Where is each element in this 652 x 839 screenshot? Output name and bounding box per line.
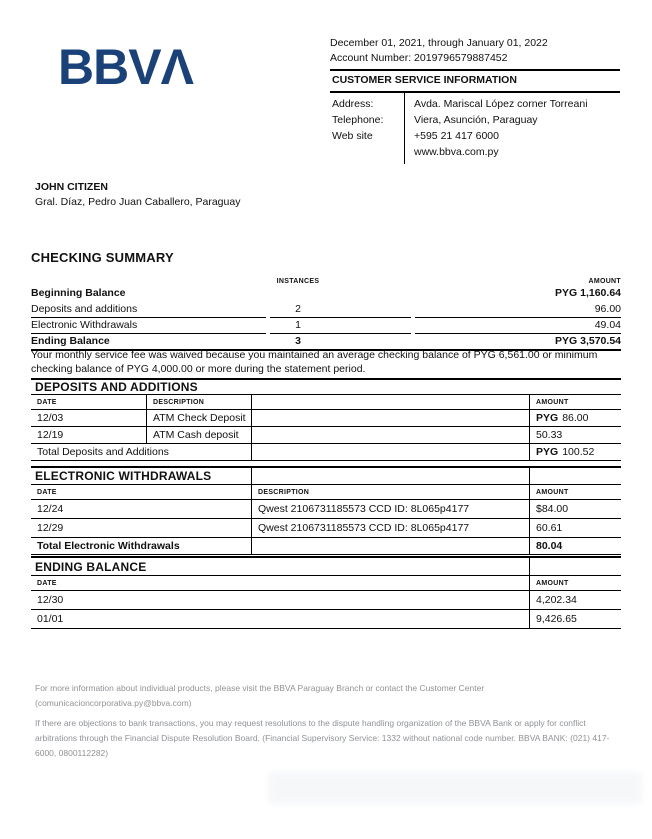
withdrawals-total-amount: 80.04 (529, 538, 621, 554)
contact-address-line1: Avda. Mariscal López corner Torreani (414, 98, 588, 110)
withdrawals-row-1 (31, 500, 621, 519)
summary-row-beginning-balance (31, 285, 621, 301)
ending-balance-title-row (31, 556, 621, 576)
amount-column-header: AMOUNT (529, 576, 621, 590)
deposits-column-header-row (31, 395, 621, 410)
date-column-header: DATE (37, 579, 57, 587)
transaction-date: 12/03 (37, 412, 64, 424)
balance-amount: 9,426.65 (529, 610, 621, 628)
contact-label-website: Web site (332, 130, 373, 142)
footer-info-paragraph: For more information about individual products, please visit the BBVA Paraguay Branch or contact the Customer Center (comunicacioncorporativa.py@bbva.com) (35, 683, 485, 708)
balance-date: 01/01 (37, 613, 64, 625)
withdrawals-table (31, 466, 621, 555)
statement-period: December 01, 2021, through January 01, 2022 (330, 37, 548, 49)
withdrawals-total-label: Total Electronic Withdrawals (37, 540, 180, 552)
summary-row-label: Deposits and additions (31, 301, 266, 318)
deposits-total-label: Total Deposits and Additions (37, 446, 169, 458)
contact-address-line2: Viera, Asunción, Paraguay (414, 114, 538, 126)
account-number-line (330, 51, 620, 66)
withdrawals-title-row (31, 466, 621, 485)
customer-address: Gral. Díaz, Pedro Juan Caballero, Paraguay (35, 196, 241, 208)
transaction-description: Qwest 2106731185573 CCD ID: 8L065p4177 (251, 500, 529, 518)
deposits-table (31, 378, 621, 461)
checking-summary-title: CHECKING SUMMARY (31, 250, 174, 265)
instances-column-header: INSTANCES (276, 278, 320, 285)
summary-row-label: Electronic Withdrawals (31, 317, 266, 334)
transaction-amount: $84.00 (529, 500, 621, 518)
transaction-date: 12/24 (37, 503, 64, 515)
transaction-description: ATM Check Deposit (146, 410, 251, 426)
ending-balance-title: ENDING BALANCE (35, 559, 147, 574)
ending-balance-row-1 (31, 591, 621, 610)
withdrawals-total-row (31, 538, 621, 555)
deposits-row-1 (31, 410, 621, 427)
summary-row-deposits (31, 301, 621, 317)
footer-dispute-paragraph: If there are objections to bank transactions, you may request resolutions to the dispute handling organization of the BBVA Bank or apply for conflict arbitrations through the Financial Dispute Resolution Board. (Financial Supervisory Service: 1332 without national code number. BBVA BANK: (021) 417-6000, 0800112282) (35, 718, 610, 758)
contact-label-address: Address: (332, 98, 374, 110)
summary-row-instances: 1 (295, 318, 301, 331)
amount-column-header: AMOUNT (588, 278, 621, 285)
transaction-description: ATM Cash deposit (146, 427, 251, 443)
balance-amount: 4,202.34 (529, 591, 621, 609)
checking-summary-header-row (31, 272, 621, 285)
withdrawals-column-header-row (31, 485, 621, 500)
transaction-date: 12/19 (37, 429, 64, 441)
contact-values (404, 93, 620, 164)
service-fee-note: Your monthly service fee was waived because you maintained an average checking balance of PYG 6,561.00 or minimum checking balance of PYG 4,000.00 or more during the statement period. (31, 349, 598, 375)
summary-row-withdrawals (31, 317, 621, 333)
account-number-value: 2019796579887452 (414, 52, 508, 64)
transaction-date: 12/29 (37, 522, 64, 534)
description-column-header: DESCRIPTION (146, 395, 251, 409)
scan-watermark-smudge (268, 772, 642, 804)
date-column-header: DATE (37, 398, 57, 406)
deposits-title: DEPOSITS AND ADDITIONS (35, 380, 198, 394)
account-number-label: Account Number: (330, 52, 412, 64)
amount-column-header: AMOUNT (529, 485, 621, 499)
customer-service-table (330, 93, 620, 164)
checking-summary-section (31, 250, 621, 351)
date-column-header: DATE (37, 488, 57, 496)
transaction-amount: 50.33 (529, 427, 621, 443)
summary-row-amount: 96.00 (415, 301, 621, 318)
summary-row-label: Ending Balance (31, 335, 110, 347)
summary-row-label: Beginning Balance (31, 287, 126, 299)
ending-balance-table (31, 556, 621, 629)
withdrawals-row-2 (31, 519, 621, 538)
contact-telephone-value: +595 21 417 6000 (414, 130, 499, 142)
customer-service-title: CUSTOMER SERVICE INFORMATION (330, 69, 620, 93)
transaction-description: Qwest 2106731185573 CCD ID: 8L065p4177 (251, 519, 529, 537)
ending-balance-row-2 (31, 610, 621, 629)
customer-block (35, 180, 240, 210)
summary-row-amount: PYG 1,160.64 (555, 287, 621, 299)
empty-column-header (251, 395, 529, 409)
deposits-total-amount: PYG 100.52 (529, 444, 621, 460)
statement-header (330, 36, 620, 164)
summary-row-instances: 2 (295, 302, 301, 315)
amount-column-header: AMOUNT (529, 395, 621, 409)
deposits-row-2 (31, 427, 621, 444)
deposits-total-row (31, 444, 621, 461)
customer-name: JOHN CITIZEN (35, 181, 108, 193)
contact-label-telephone: Telephone: (332, 114, 384, 126)
bbva-logo: BBVΛ (58, 39, 193, 95)
transaction-amount: PYG 86.00 (529, 410, 621, 426)
summary-row-amount: PYG 3,570.54 (555, 335, 621, 347)
balance-date: 12/30 (37, 594, 64, 606)
deposits-title-row (31, 378, 621, 395)
ending-balance-column-header-row (31, 576, 621, 591)
contact-labels (330, 93, 404, 164)
description-column-header: DESCRIPTION (251, 485, 529, 499)
transaction-amount: 60.61 (529, 519, 621, 537)
summary-row-instances: 3 (295, 335, 301, 347)
contact-website-value: www.bbva.com.py (414, 146, 499, 158)
summary-row-amount: 49.04 (415, 317, 621, 334)
withdrawals-title: ELECTRONIC WITHDRAWALS (35, 469, 212, 483)
